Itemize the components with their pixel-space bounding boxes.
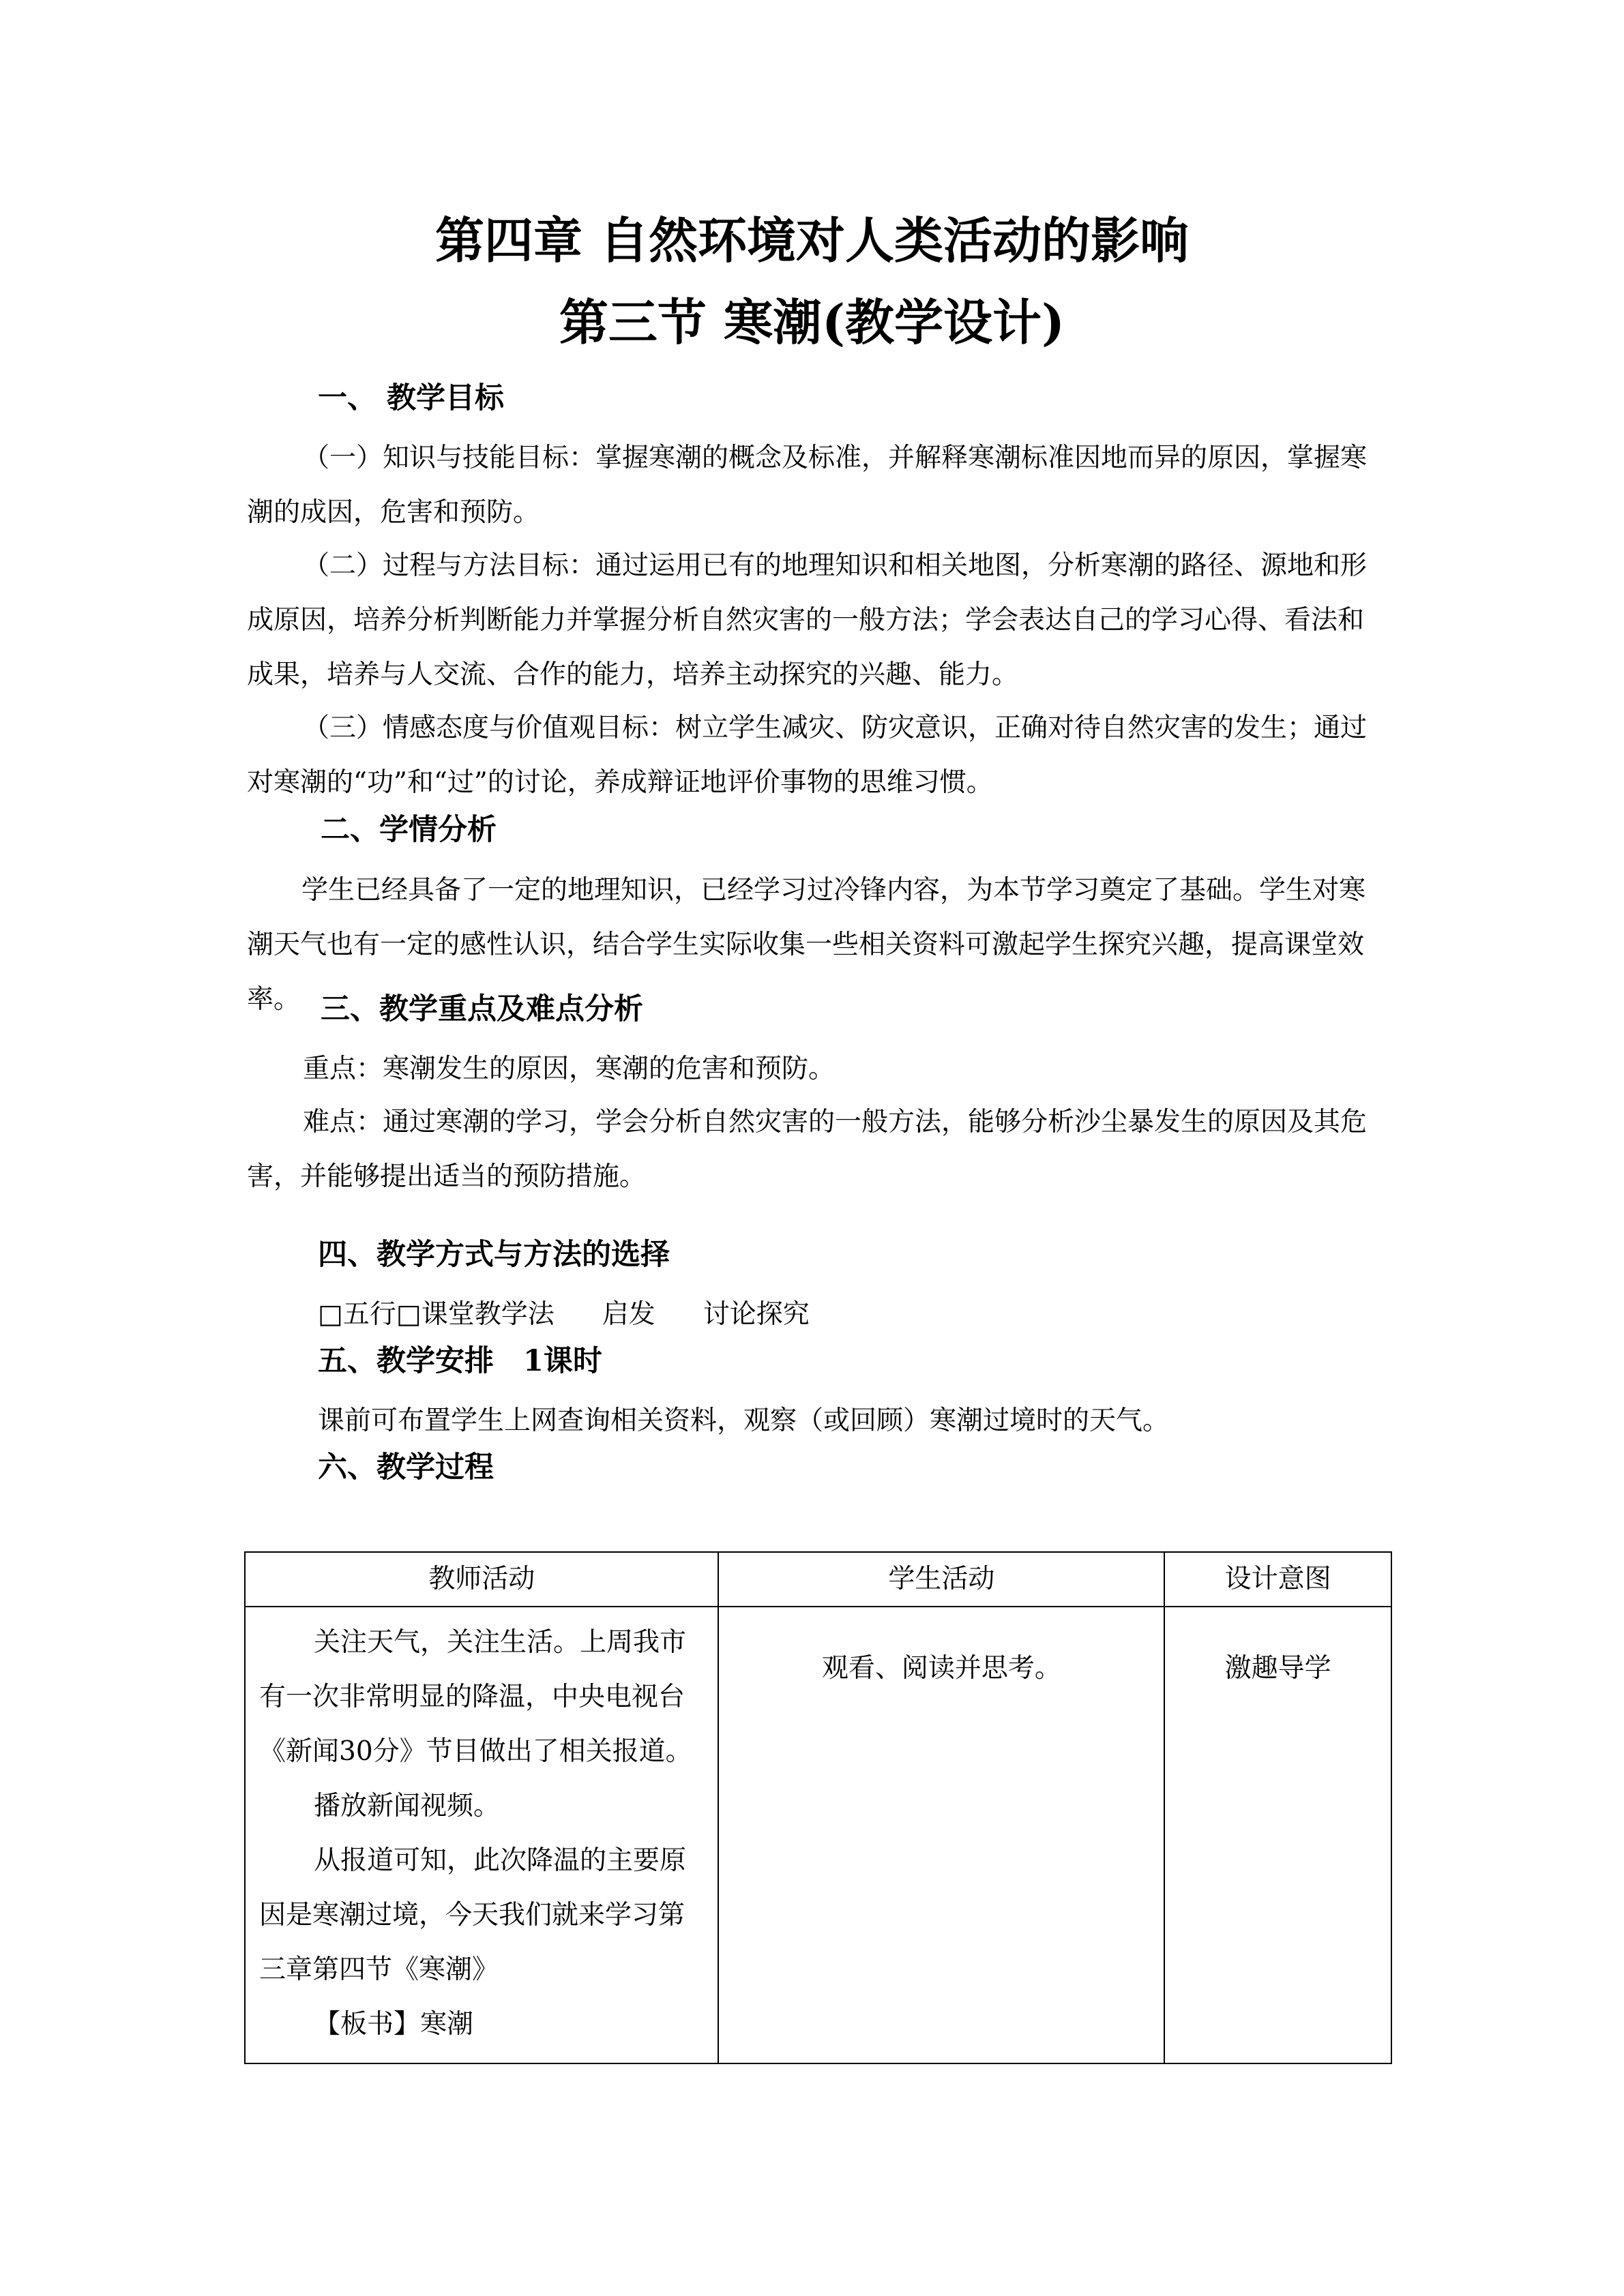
heading-arrangement: 五、教学安排 1课时	[318, 1344, 602, 1378]
section-title: 第三节 寒潮(教学设计)	[559, 293, 1065, 351]
goal-process-paragraph: （二）过程与方法目标：通过运用已有的地理知识和相关地图，分析寒潮的路径、源地和形成原因，培养分析判断能力并掌握分析自然灾害的一般方法；学会表达自己的学习心得、看法和成果，培养与人交流、合作的能力，培养主动探究的兴趣、能力。	[247, 550, 1368, 690]
teacher-paragraph: 播放新闻视频。	[314, 1791, 501, 1821]
goal-knowledge-paragraph: （一）知识与技能目标：掌握寒潮的概念及标准，并解释寒潮标准因地而异的原因，掌握寒潮的成因，危害和预防。	[247, 443, 1368, 528]
heading-keypoints: 三、教学重点及难点分析	[321, 992, 643, 1026]
header-design-intent: 设计意图	[1164, 1552, 1391, 1607]
teacher-paragraph: 【板书】寒潮	[314, 2009, 474, 2040]
goal-attitude-paragraph: （三）情感态度与价值观目标：树立学生减灾、防灾意识，正确对待自然灾害的发生；通过对寒潮的“功”和“过”的讨论，养成辩证地评价事物的思维习惯。	[247, 713, 1368, 798]
chapter-title: 第四章 自然环境对人类活动的影响	[434, 211, 1190, 269]
header-student-activity: 学生活动	[718, 1552, 1164, 1607]
method-item: □五行□课堂教学法	[318, 1299, 555, 1330]
heading-methods: 四、教学方式与方法的选择	[318, 1238, 670, 1272]
design-intent-cell: 激趣导学	[1164, 1607, 1391, 2063]
table-header-row	[245, 1552, 1391, 1607]
heading-process: 六、教学过程	[318, 1450, 494, 1485]
teaching-process-table	[244, 1551, 1392, 2064]
table-row	[245, 1607, 1391, 2063]
teacher-paragraph: 关注天气，关注生活。上周我市有一次非常明显的降温，中央电视台《新闻30分》节目做出了相关报道。	[259, 1627, 692, 1767]
method-item: 启发	[602, 1299, 655, 1330]
method-item: 讨论探究	[703, 1299, 810, 1330]
key-point-paragraph: 重点：寒潮发生的原因，寒潮的危害和预防。	[303, 1054, 836, 1084]
header-teacher-activity: 教师活动	[245, 1552, 718, 1607]
methods-line	[318, 1287, 810, 1342]
teacher-activity-cell	[245, 1607, 718, 2063]
heading-goals: 一、 教学目标	[318, 381, 504, 415]
teacher-paragraph: 从报道可知，此次降温的主要原因是寒潮过境，今天我们就来学习第三章第四节《寒潮》	[259, 1845, 687, 1985]
student-activity-cell: 观看、阅读并思考。	[718, 1607, 1164, 2063]
difficult-point-paragraph: 难点：通过寒潮的学习，学会分析自然灾害的一般方法，能够分析沙尘暴发生的原因及其危害，并能够提出适当的预防措施。	[247, 1107, 1368, 1192]
analysis-paragraph: 学生已经具备了一定的地理知识，已经学习过冷锋内容，为本节学习奠定了基础。学生对寒潮天气也有一定的感性认识，结合学生实际收集一些相关资料可激起学生探究兴趣，提高课堂效率。	[247, 875, 1366, 1015]
arrangement-paragraph: 课前可布置学生上网查询相关资料，观察（或回顾）寒潮过境时的天气。	[318, 1405, 1170, 1436]
heading-analysis: 二、学情分析	[321, 813, 497, 847]
